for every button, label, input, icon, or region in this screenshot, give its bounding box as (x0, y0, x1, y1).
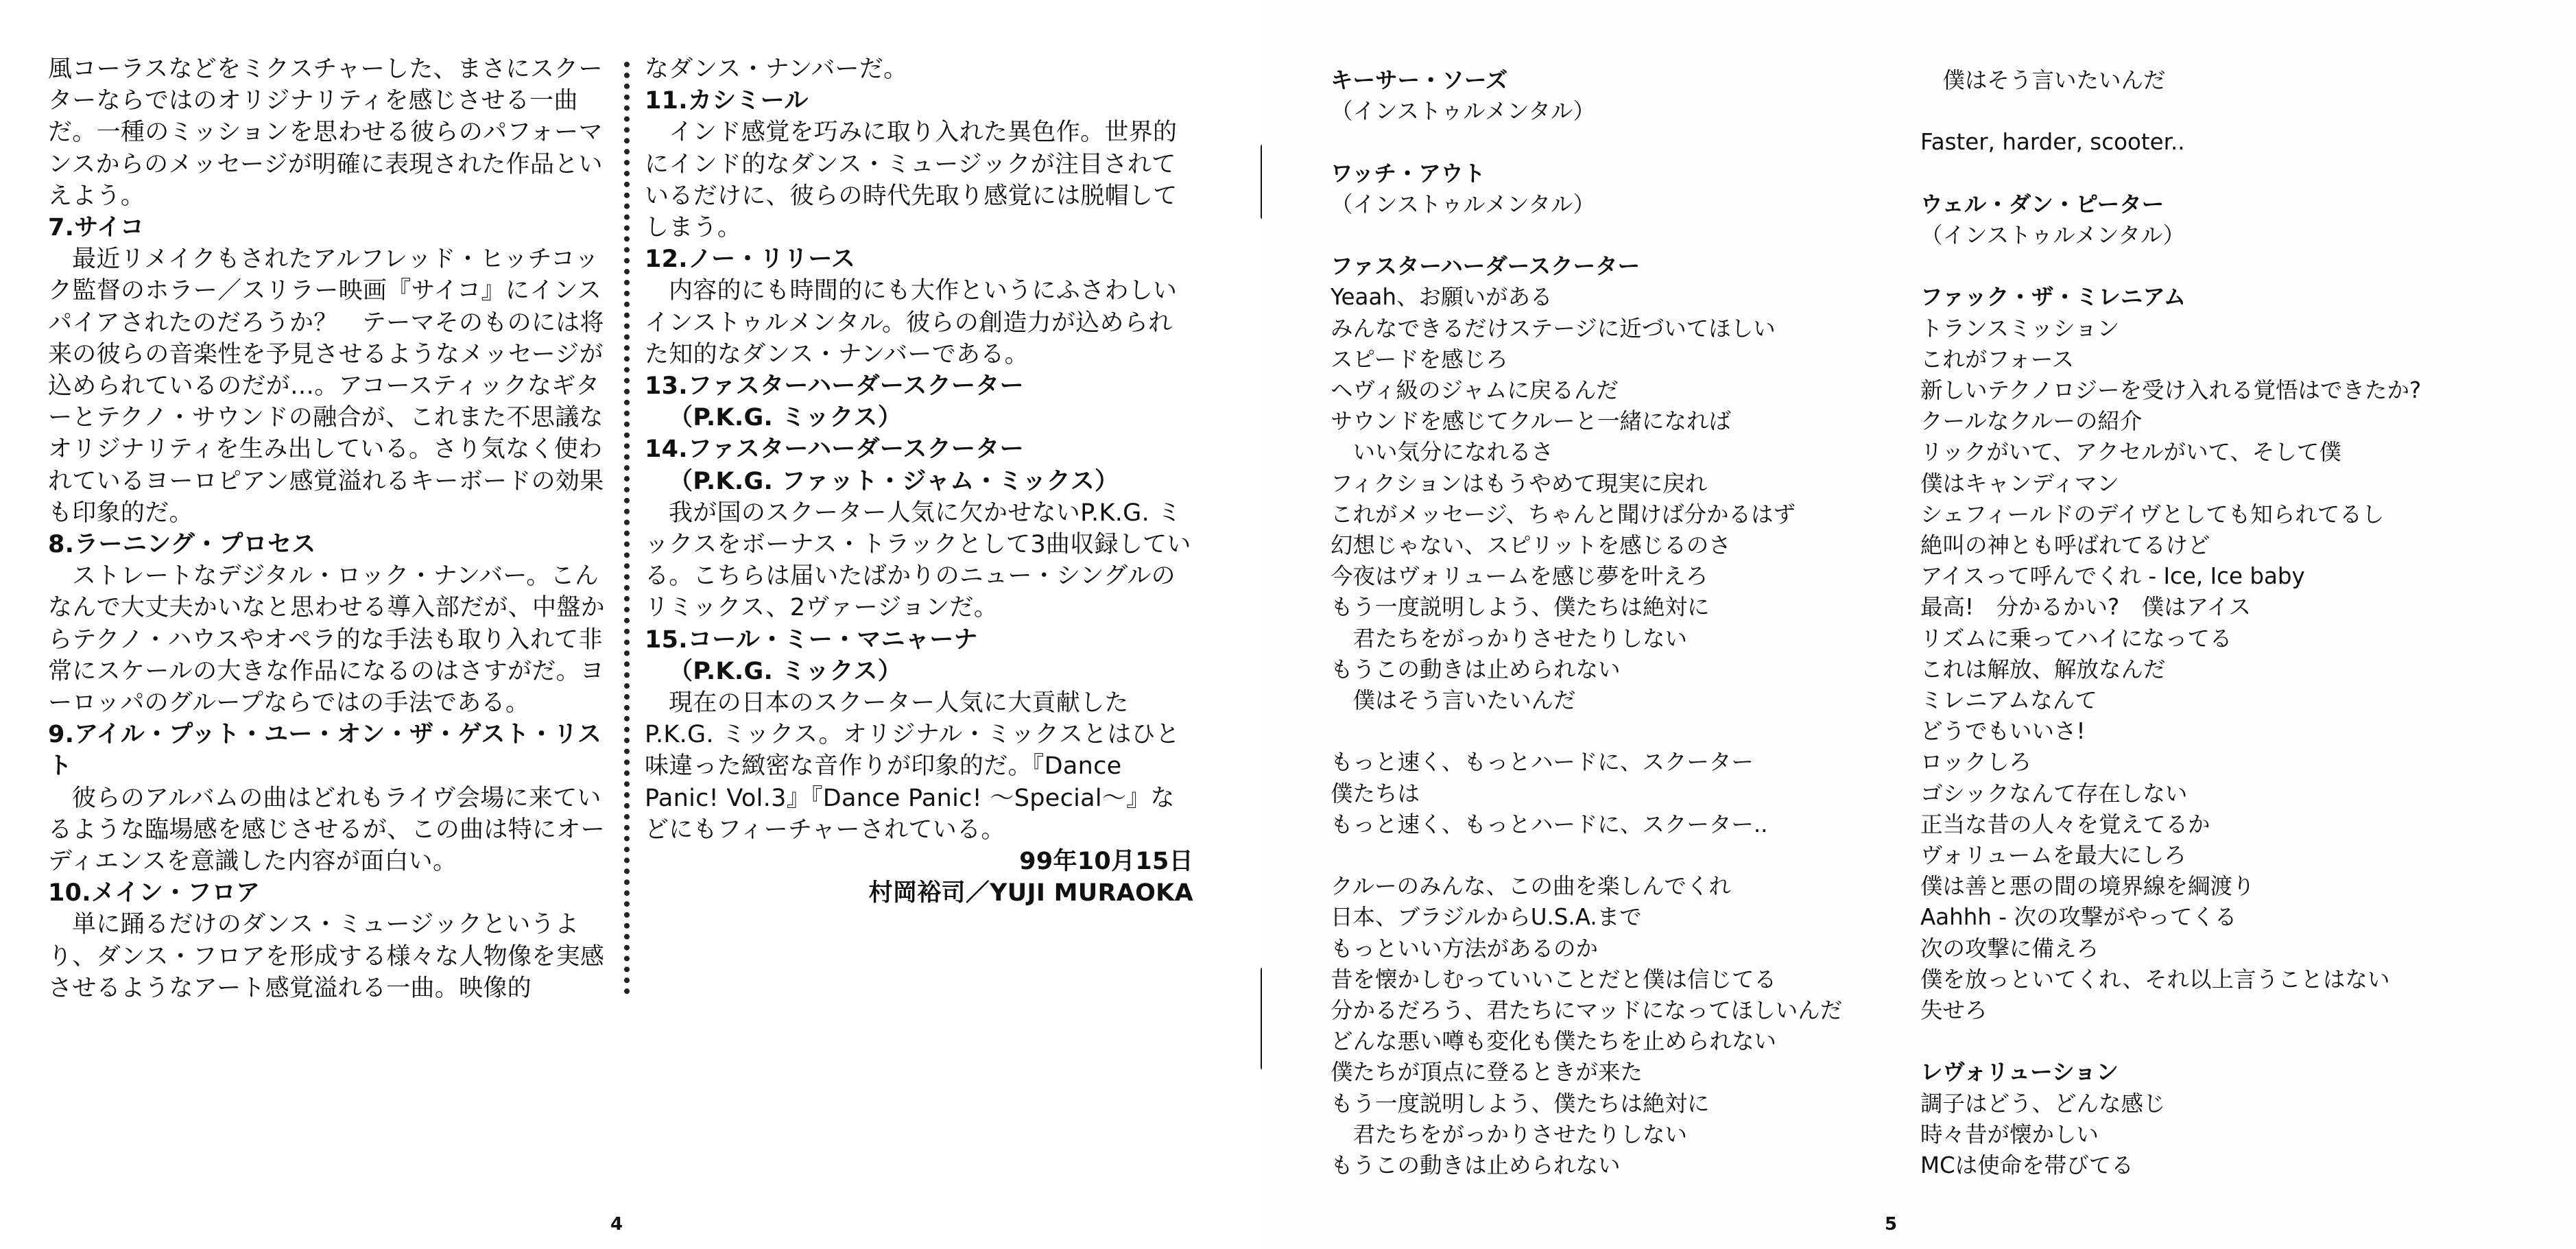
paragraph: 我が国のスクーター人気に欠かせないP.K.G. ミックスをボーナス・トラックとして3曲収録している。こちらは届いたばかりのニュー・シングルのリミックス、2ヴァージョンだ。 (645, 499, 1191, 622)
paragraph: 現在の日本のスクーター人気に大貢献したP.K.G. ミックス。オリジナル・ミックスとはひと味違った緻密な音作りが印象的だ。『Dance Panic! Vol.3』『Dance Panic! 〜Special〜』などにもフィーチャーされている。 (645, 689, 1180, 844)
lyric-line: シェフィールドのデイヴとしても知られてるし (1920, 501, 2385, 527)
stanza-gap (1331, 716, 1920, 747)
lyric-line: 調子はどう、どんな感じ (1920, 1090, 2166, 1117)
lyric-line-indented: いい気分になれるさ (1352, 439, 1554, 466)
liner-notes-column-1 (48, 53, 610, 1004)
lyric-line: ミレニアムなんて (1920, 687, 2097, 714)
track-subtitle: （P.K.G. ミックス） (669, 404, 902, 432)
paragraph: ストレートなデジタル・ロック・ナンバー。こんなんで大丈夫かいなと思わせる導入部だが、中盤からテクノ・ハウスやオペラ的な手法も取り入れて非常にスケールの大きな作品になるのはさすがだ。ヨーロッパのグループならではの手法である。 (48, 562, 605, 717)
stanza-gap (1331, 220, 1920, 251)
lyric-line: ゴシックなんて存在しない (1920, 780, 2188, 807)
paragraph: 最近リメイクもされたアルフレッド・ヒッチコック監督のホラー／スリラー映画『サイコ』にインスパイアされたのだろうか？ テーマそのものには将来の彼らの音楽性を予見させるようなメッセージが込められているのだが…。アコースティックなギターとテクノ・サウンドの融合が、これまた不思議なオリジナリティを生み出している。さり気なく使われているヨーロピアン感覚溢れるキーボードの効果も印象的だ。 (48, 246, 604, 527)
stanza-gap (1920, 1026, 2510, 1057)
lyric-line: 最高! 分かるかい? 僕はアイス (1920, 594, 2252, 621)
lyric-line: 今夜はヴォリュームを感じ夢を叶えろ (1331, 563, 1708, 590)
track-heading: 14.ファスターハーダースクーター (645, 436, 1024, 464)
track-heading: 8.ラーニング・プロセス (48, 531, 316, 559)
paragraph: インド感覚を巧みに取り入れた異色作。世界的にインド的なダンス・ミュージックが注目されているだけに、彼らの時代先取り感覚には脱帽してしまう。 (645, 119, 1178, 242)
right-page (1262, 0, 2576, 1249)
lyric-line: クールなクルーの紹介 (1920, 408, 2143, 435)
track-subtitle: （P.K.G. ミックス） (669, 657, 902, 685)
lyric-line: Yeaah、お願いがある (1331, 284, 1553, 311)
track-heading: 13.ファスターハーダースクーター (645, 372, 1024, 401)
lyric-line: 僕たちは (1331, 780, 1420, 807)
lyrics-column-1 (1331, 65, 1920, 1181)
lyric-line: フィクションはもうやめて現実に戻れ (1331, 470, 1708, 497)
track-subtitle: （P.K.G. ファット・ジャム・ミックス） (669, 467, 1119, 495)
lyric-line: アイスって呼んでくれ - Ice, Ice baby (1920, 563, 2305, 590)
lyric-line: （インストゥルメンタル） (1920, 222, 2185, 248)
stanza-gap (1920, 96, 2510, 127)
lyric-line: 絶叫の神とも呼ばれてるけど (1920, 532, 2210, 558)
lyric-line: これは解放、解放なんだ (1920, 656, 2166, 682)
lyric-line: もうこの動きは止められない (1331, 656, 1621, 682)
lyric-line: ヘヴィ級のジャムに戻るんだ (1331, 377, 1619, 403)
paragraph: 単に踊るだけのダンス・ミュージックというより、ダンス・フロアを形成する様々な人物像を実感させるようなアート感覚溢れる一曲。映像的 (48, 911, 605, 1002)
track-heading: 10.メイン・フロア (48, 879, 261, 907)
lyric-line: もうこの動きは止められない (1331, 1152, 1621, 1179)
track-heading: 11.カシミール (645, 87, 809, 115)
song-title: キーサー・ソーズ (1331, 67, 1508, 93)
signature-author: 村岡裕司／YUJI MURAOKA (868, 879, 1193, 907)
lyric-line: みんなできるだけステージに近づいてほしい (1331, 315, 1776, 342)
track-heading: 9.アイル・プット・ユー・オン・ザ・ゲスト・リスト (48, 721, 602, 781)
lyric-line: 日本、ブラジルからU.S.A.まで (1331, 904, 1642, 931)
stanza-gap (1920, 251, 2510, 282)
lyric-line: これがフォース (1920, 346, 2075, 372)
lyric-line: もう一度説明しよう、僕たちは絶対に (1331, 594, 1710, 621)
stanza-gap (1331, 127, 1920, 158)
lyric-line: クルーのみんな、この曲を楽しんでくれ (1331, 873, 1732, 900)
lyric-line-indented: 君たちをがっかりさせたりしない (1352, 1121, 1688, 1147)
lyric-line: ヴォリュームを最大にしろ (1920, 842, 2186, 869)
song-title: ウェル・ダン・ピーター (1920, 191, 2164, 217)
lyric-line: （インストゥルメンタル） (1331, 191, 1595, 217)
lyric-line: どうでもいいさ! (1920, 718, 2086, 745)
lyric-line: リズムに乗ってハイになってる (1920, 625, 2232, 652)
song-title: レヴォリューション (1920, 1059, 2119, 1086)
lyric-line: もっと速く、もっとハードに、スクーター (1331, 749, 1754, 776)
lyric-line: スピードを感じろ (1331, 346, 1508, 372)
paragraph-continued: 風コーラスなどをミクスチャーした、まさにスクーターならではのオリジナリティを感じさせる一曲だ。一種のミッションを思わせる彼らのパフォーマンスからのメッセージが明確に表現された作品といえよう。 (48, 56, 603, 210)
paragraph-continued: なダンス・ナンバーだ。 (645, 56, 908, 83)
lyric-line: サウンドを感じてクルーと一緒になれば (1331, 408, 1732, 435)
left-page (0, 0, 1262, 1249)
column-divider (624, 62, 630, 995)
song-title: ファスターハーダースクーター (1331, 253, 1641, 280)
lyric-line: 失せろ (1920, 997, 1988, 1024)
stanza-gap (1331, 840, 1920, 871)
lyric-line: ロックしろ (1920, 749, 2031, 776)
track-heading: 12.ノー・リリース (645, 246, 856, 274)
lyric-line: これがメッセージ、ちゃんと聞けば分かるはず (1331, 501, 1796, 527)
song-title: ワッチ・アウト (1331, 160, 1486, 187)
lyric-line: （インストゥルメンタル） (1331, 98, 1595, 125)
lyric-line: 僕はキャンディマン (1920, 470, 2119, 497)
lyric-line-indented: 君たちをがっかりさせたりしない (1352, 625, 1688, 652)
lyric-line: 次の攻撃に備えろ (1920, 935, 2099, 962)
lyric-line: トランスミッション (1920, 315, 2120, 342)
lyric-line: 僕は善と悪の間の境界線を綱渡り (1920, 873, 2255, 900)
signature-date: 99年10月15日 (1019, 848, 1193, 876)
lyric-line: Aahhh - 次の攻撃がやってくる (1920, 904, 2237, 931)
stanza-gap (1920, 158, 2510, 189)
lyric-line: 幻想じゃない、スピリットを感じるのさ (1331, 532, 1731, 559)
lyric-line: 僕を放っといてくれ、それ以上言うことはない (1920, 966, 2390, 992)
lyric-line: もっといい方法があるのか (1331, 935, 1599, 962)
lyric-line: もう一度説明しよう、僕たちは絶対に (1331, 1090, 1710, 1117)
lyrics-column-2 (1920, 65, 2510, 1181)
page-number-right: 5 (1885, 1214, 1898, 1235)
lyric-line-indented: 僕はそう言いたいんだ (1352, 687, 1576, 714)
lyric-line: MCは使命を帯びてる (1920, 1152, 2134, 1179)
lyric-line: 時々昔が懐かしい (1920, 1121, 2099, 1147)
lyric-line: どんな悪い噂も変化も僕たちを止められない (1331, 1028, 1777, 1055)
lyric-line: Faster, harder, scooter.. (1920, 129, 2185, 156)
track-heading: 7.サイコ (48, 214, 145, 242)
song-title: ファック・ザ・ミレニアム (1920, 284, 2186, 311)
lyric-line: 昔を懐かしむっていいことだと僕は信じてる (1331, 966, 1777, 992)
lyric-line-indented: 僕はそう言いたいんだ (1942, 67, 2166, 93)
lyric-line: もっと速く、もっとハードに、スクーター.. (1331, 811, 1768, 837)
lyric-line: リックがいて、アクセルがいて、そして僕 (1920, 439, 2341, 466)
liner-notes-column-2 (645, 53, 1193, 909)
paragraph: 内容的にも時間的にも大作というにふさわしいインストゥルメンタル。彼らの創造力が込められた知的なダンス・ナンバーである。 (645, 277, 1178, 368)
lyric-line: 正当な昔の人々を覚えてるか (1920, 811, 2210, 837)
page-number-left: 4 (610, 1214, 623, 1235)
liner-notes-column-2-body (645, 53, 1193, 846)
track-heading: 15.コール・ミー・マニャーナ (645, 626, 978, 654)
lyric-line: 分かるだろう、君たちにマッドになってほしいんだ (1331, 997, 1843, 1024)
lyric-line: 新しいテクノロジーを受け入れる覚悟はできたか? (1920, 377, 2422, 403)
paragraph: 彼らのアルバムの曲はどれもライヴ会場に来ているような臨場感を感じさせるが、この曲は特にオーディエンスを意識した内容が面白い。 (48, 784, 605, 876)
lyric-line: 僕たちが頂点に登るときが来た (1331, 1059, 1643, 1086)
